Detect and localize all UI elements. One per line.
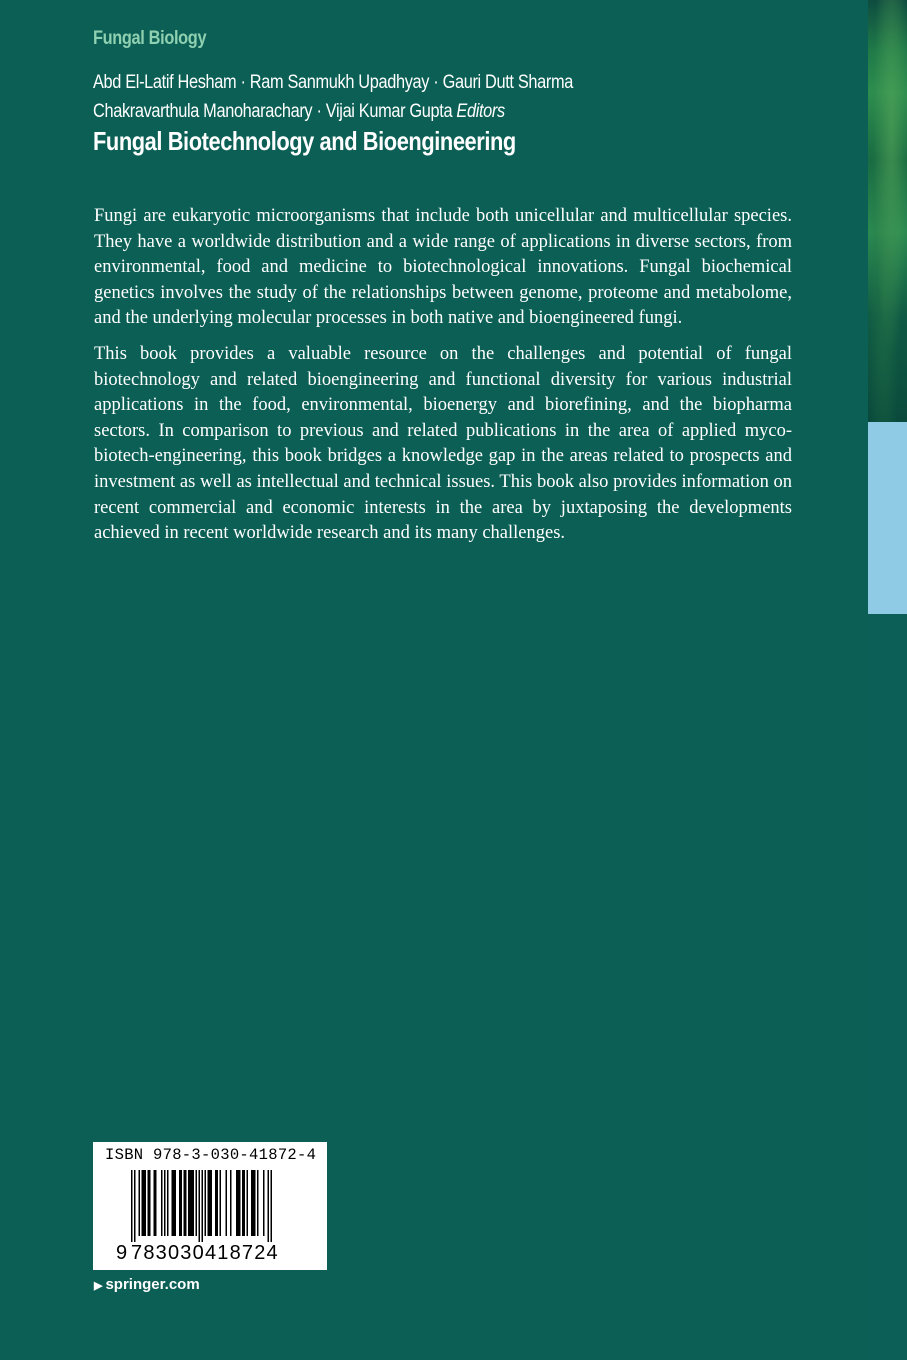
barcode-bar xyxy=(184,1170,187,1236)
publisher-website[interactable] xyxy=(94,1276,200,1293)
website-url: springer.com xyxy=(105,1276,200,1293)
barcode-bar xyxy=(131,1170,133,1242)
barcode-bar xyxy=(268,1170,270,1242)
barcode-bar xyxy=(172,1170,177,1236)
spine-blue-band xyxy=(868,422,907,614)
barcode-bar xyxy=(251,1170,256,1236)
barcode-bar xyxy=(247,1170,249,1236)
isbn-label: ISBN 978-3-030-41872-4 xyxy=(105,1146,317,1164)
barcode-lead-digit: 9 xyxy=(116,1242,128,1264)
barcode-bar xyxy=(215,1170,218,1236)
barcode-bar xyxy=(148,1170,151,1236)
series-name: Fungal Biology xyxy=(93,28,207,49)
barcode-bar xyxy=(257,1170,259,1236)
barcode-icon xyxy=(93,1168,327,1242)
barcode-bar xyxy=(226,1170,228,1236)
barcode-bar xyxy=(230,1170,232,1236)
spine-photo-strip xyxy=(868,0,907,422)
editors-line-2 xyxy=(93,97,747,126)
blurb-text xyxy=(94,204,792,557)
barcode-bar xyxy=(134,1170,136,1242)
barcode-bar xyxy=(236,1170,241,1236)
barcode-bar xyxy=(196,1170,198,1236)
barcode-bar xyxy=(205,1170,207,1236)
barcode-bar xyxy=(220,1170,222,1236)
editors-line-1: Abd El-Latif Hesham · Ram Sanmukh Upadhyay · Gauri Dutt Sharma xyxy=(93,72,573,93)
barcode-bar xyxy=(242,1170,245,1236)
editors-role: Editors xyxy=(456,101,505,122)
barcode-bar xyxy=(179,1170,182,1236)
barcode-bar xyxy=(199,1170,201,1242)
barcode-bar xyxy=(142,1170,147,1236)
barcode-bar xyxy=(154,1170,157,1236)
barcode-bar xyxy=(271,1170,273,1242)
barcode-bar xyxy=(263,1170,265,1236)
barcode-bar xyxy=(161,1170,163,1236)
barcode-bar xyxy=(139,1170,141,1236)
barcode-bar xyxy=(202,1170,204,1242)
isbn-barcode-box xyxy=(93,1142,327,1270)
blurb-paragraph-1: Fungi are eukaryotic microorganisms that include both unicellular and multicellular species. They have a worldwide distribution and a wide range of applications in diverse sectors, from environmental, food and medicine to biotechnological innovations. Fungal biochemical genetics involves the study of the relationships between genome, proteome and metabolome, and the underlying molecular processes in both native and bioengineered fungi. xyxy=(94,206,792,329)
barcode-bar xyxy=(188,1170,194,1236)
book-title: Fungal Biotechnology and Bioengineering xyxy=(93,126,516,156)
barcode-digits: 783030418724 xyxy=(131,1242,279,1264)
barcode-bar xyxy=(164,1170,166,1236)
editors-line-2-names: Chakravarthula Manoharachary · Vijai Kumar Gupta xyxy=(93,101,453,122)
editors-block xyxy=(93,68,747,126)
blurb-paragraph-2: This book provides a valuable resource on the challenges and potential of fungal biotechnology and related bioengineering and functional diversity for various industrial applications in the food, environmental, bioenergy and biorefining, and the biopharma sectors. In comparison to previous and related publications in the area of applied myco-biotech-engineering, this book bridges a knowledge gap in the areas related to prospects and investment as well as intellectual and technical issues. This book also provides information on recent commercial and economic interests in the area by juxtaposing the developments achieved in recent worldwide research and its many challenges. xyxy=(94,343,792,544)
triangle-right-icon: ▶ xyxy=(94,1280,103,1292)
barcode-bar xyxy=(167,1170,169,1236)
barcode-bar xyxy=(208,1170,213,1236)
